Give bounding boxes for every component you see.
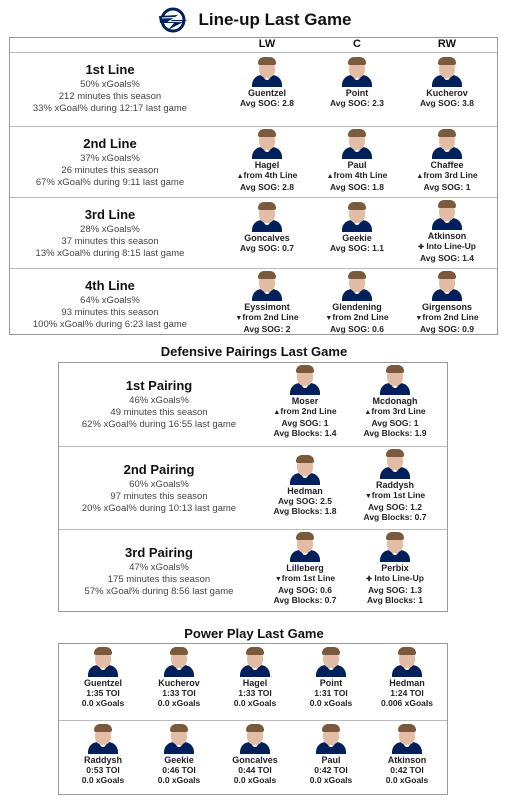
player-card [141, 724, 217, 785]
player-xgoals: 0.0 xGoals [385, 775, 429, 785]
player-xgoals: 0.0 xGoals [81, 698, 125, 708]
arrow-up-icon: ▲ [236, 173, 244, 180]
player-avg-sog: Avg SOG: 2.3 [329, 98, 384, 108]
player-avg-sog: Avg SOG: 0.6 [329, 324, 384, 334]
line-minutes: 212 minutes this season [58, 91, 162, 102]
player-avg-sog: Avg SOG: 1.4 [419, 253, 474, 263]
player-name: Geekie [164, 755, 194, 765]
player-avg-sog: Avg SOG: 1.8 [329, 182, 384, 192]
player-hair [258, 271, 276, 279]
player-card [293, 647, 369, 708]
player-photo [430, 200, 464, 230]
player-photo [250, 202, 284, 232]
line-xgoals: 28% xGoals% [80, 224, 140, 235]
player-photo [378, 365, 412, 395]
forward-lines-table [9, 37, 498, 335]
player-name: Hagel [242, 678, 268, 688]
line-name: 2nd Line [83, 136, 137, 151]
line-last-game: 13% xGoal% during 8:15 last game [35, 248, 185, 259]
player-movement [275, 573, 335, 585]
player-photo [430, 271, 464, 301]
line-row-1 [10, 52, 497, 123]
player-toi: 0:53 TOI [86, 765, 120, 775]
pairing-xgoals: 46% xGoals% [129, 395, 189, 406]
player-photo [390, 724, 424, 754]
player-avg-sog: Avg SOG: 2.5 [277, 496, 332, 506]
player-toi: 0:42 TOI [314, 765, 348, 775]
plus-icon: ✚ [418, 244, 424, 251]
movement-text: from 3rd Line [423, 170, 478, 180]
movement-text: from 2nd Line [242, 312, 299, 322]
pairing-row-2 [59, 446, 447, 529]
player-hair [296, 532, 314, 540]
lightning-logo-icon [156, 6, 190, 34]
player-xgoals: 0.0 xGoals [233, 775, 277, 785]
player-photo [340, 202, 374, 232]
player-xgoals: 0.0 xGoals [233, 698, 277, 708]
col-head-lw: LW [258, 38, 276, 50]
movement-text: from 2nd Line [422, 312, 479, 322]
player-hair [322, 647, 340, 655]
pairing-name: 2nd Pairing [123, 462, 195, 477]
player-name: Perbix [381, 563, 409, 573]
player-hair [258, 129, 276, 137]
line-xgoals: 50% xGoals% [80, 79, 140, 90]
arrow-down-icon: ▼ [364, 493, 372, 500]
player-hair [438, 129, 456, 137]
player-name: Atkinson [387, 755, 427, 765]
player-xgoals: 0.0 xGoals [157, 775, 201, 785]
arrow-up-icon: ▲ [273, 409, 281, 416]
player-photo [314, 647, 348, 677]
line-xgoals: 37% xGoals% [80, 153, 140, 164]
movement-text: from 3rd Line [371, 406, 426, 416]
player-card [345, 365, 445, 438]
player-movement [364, 406, 425, 418]
player-photo [86, 724, 120, 754]
player-name: Kucherov [426, 88, 468, 98]
title-bar [0, 4, 508, 36]
player-name: Geekie [342, 233, 372, 243]
player-card [307, 271, 407, 334]
pairing-last-game: 62% xGoal% during 16:55 last game [81, 419, 237, 430]
line-minutes: 37 minutes this season [61, 236, 159, 247]
player-avg-sog: Avg SOG: 0.9 [419, 324, 474, 334]
player-card [345, 532, 445, 605]
player-card [345, 449, 445, 522]
player-photo [238, 724, 272, 754]
player-photo [378, 532, 412, 562]
player-toi: 1:33 TOI [238, 688, 272, 698]
player-name: Atkinson [427, 231, 467, 241]
line-name: 1st Line [85, 62, 135, 77]
player-hair [170, 724, 188, 732]
player-hair [94, 647, 112, 655]
line-last-game: 67% xGoal% during 9:11 last game [35, 177, 185, 188]
player-photo [238, 647, 272, 677]
player-photo [340, 129, 374, 159]
arrow-up-icon: ▲ [364, 409, 372, 416]
player-toi: 0:46 TOI [162, 765, 196, 775]
movement-text: from 1st Line [371, 490, 426, 500]
player-hair [386, 365, 404, 373]
player-movement [325, 312, 388, 324]
pairing-info [59, 363, 259, 446]
player-name: Lilleberg [286, 563, 324, 573]
player-name: Glendening [332, 302, 382, 312]
player-card [307, 129, 407, 192]
player-card [217, 647, 293, 708]
player-name: Hedman [389, 678, 425, 688]
movement-text: from 2nd Line [280, 406, 337, 416]
player-photo [250, 271, 284, 301]
player-movement [237, 170, 298, 182]
player-hair [348, 271, 366, 279]
player-photo [430, 57, 464, 87]
player-card [307, 57, 407, 108]
player-hair [296, 455, 314, 463]
player-toi: 1:35 TOI [86, 688, 120, 698]
player-name: Hedman [287, 486, 323, 496]
player-movement [366, 573, 424, 585]
player-xgoals: 0.0 xGoals [309, 698, 353, 708]
player-name: Moser [291, 396, 319, 406]
player-avg-sog: Avg SOG: 1.2 [367, 502, 422, 512]
player-name: Guentzel [83, 678, 122, 688]
power-play-unit-1 [59, 644, 447, 720]
plus-icon: ✚ [366, 576, 372, 583]
player-hair [438, 57, 456, 65]
player-photo [288, 532, 322, 562]
line-last-game: 100% xGoal% during 6:23 last game [32, 319, 188, 330]
player-photo [250, 57, 284, 87]
player-photo [288, 365, 322, 395]
player-hair [438, 200, 456, 208]
player-toi: 0:44 TOI [238, 765, 272, 775]
line-row-4 [10, 268, 497, 339]
player-name: Goncalves [232, 755, 278, 765]
player-avg-sog: Avg SOG: 0.7 [239, 243, 294, 253]
player-photo [314, 724, 348, 754]
player-card [397, 129, 497, 192]
player-name: Raddysh [83, 755, 122, 765]
player-hair [94, 724, 112, 732]
player-photo [430, 129, 464, 159]
pairing-minutes: 49 minutes this season [110, 407, 208, 418]
player-hair [322, 724, 340, 732]
player-hair [398, 724, 416, 732]
player-movement [235, 312, 298, 324]
player-avg-sog: Avg SOG: 0.6 [277, 585, 332, 595]
player-name: Goncalves [244, 233, 290, 243]
player-photo [378, 449, 412, 479]
pairing-name: 1st Pairing [125, 378, 193, 393]
line-minutes: 93 minutes this season [61, 307, 159, 318]
player-avg-blocks: Avg Blocks: 0.7 [273, 595, 337, 605]
player-xgoals: 0.0 xGoals [81, 775, 125, 785]
player-hair [258, 57, 276, 65]
line-minutes: 26 minutes this season [61, 165, 159, 176]
line-name: 3rd Line [84, 207, 136, 222]
line-info [10, 127, 210, 198]
player-avg-sog: Avg SOG: 3.8 [419, 98, 474, 108]
line-row-3 [10, 197, 497, 268]
pairing-minutes: 175 minutes this season [107, 574, 211, 585]
player-name: Hagel [254, 160, 280, 170]
player-card [255, 365, 355, 438]
pairing-row-1 [59, 363, 447, 446]
movement-text: from 4th Line [333, 170, 388, 180]
page-title: Line-up Last Game [198, 10, 352, 29]
player-photo [162, 647, 196, 677]
player-name: Guentzel [247, 88, 286, 98]
player-card [397, 200, 497, 263]
player-name: Paul [321, 755, 341, 765]
player-card [255, 455, 355, 516]
player-card [397, 57, 497, 108]
player-avg-sog: Avg SOG: 1 [371, 418, 419, 428]
player-card [293, 724, 369, 785]
player-xgoals: 0.0 xGoals [157, 698, 201, 708]
player-card [397, 271, 497, 334]
arrow-down-icon: ▼ [235, 315, 243, 322]
player-card [307, 202, 407, 253]
player-movement [365, 490, 425, 502]
player-name: Point [345, 88, 369, 98]
defense-section-title: Defensive Pairings Last Game [160, 344, 348, 359]
player-hair [348, 129, 366, 137]
arrow-down-icon: ▼ [415, 315, 423, 322]
player-name: Paul [347, 160, 367, 170]
player-movement [273, 406, 336, 418]
player-card [369, 647, 445, 708]
line-last-game: 33% xGoal% during 12:17 last game [32, 103, 188, 114]
power-play-unit-2 [59, 720, 447, 796]
player-hair [438, 271, 456, 279]
player-hair [246, 647, 264, 655]
player-name: Mcdonagh [372, 396, 418, 406]
player-movement [418, 241, 476, 253]
pairing-name: 3rd Pairing [125, 545, 193, 560]
line-name: 4th Line [85, 278, 135, 293]
player-hair [348, 57, 366, 65]
player-card [217, 129, 317, 192]
player-photo [390, 647, 424, 677]
player-movement [415, 312, 478, 324]
player-hair [348, 202, 366, 210]
player-card [65, 724, 141, 785]
player-avg-sog: Avg SOG: 1 [423, 182, 471, 192]
pairing-info [59, 447, 259, 530]
player-hair [246, 724, 264, 732]
player-avg-blocks: Avg Blocks: 1.4 [273, 428, 337, 438]
player-card [65, 647, 141, 708]
player-toi: 1:33 TOI [162, 688, 196, 698]
power-play-table [58, 643, 448, 795]
player-toi: 0:42 TOI [390, 765, 424, 775]
line-info [10, 269, 210, 340]
movement-text: Into Line-Up [426, 241, 476, 251]
player-photo [340, 57, 374, 87]
movement-text: from 4th Line [243, 170, 298, 180]
player-card [255, 532, 355, 605]
pairing-xgoals: 47% xGoals% [129, 562, 189, 573]
player-name: Kucherov [158, 678, 200, 688]
player-name: Raddysh [375, 480, 414, 490]
player-avg-sog: Avg SOG: 1.1 [329, 243, 384, 253]
col-head-rw: RW [437, 38, 457, 50]
pairing-last-game: 57% xGoal% during 8:56 last game [84, 586, 234, 597]
arrow-up-icon: ▲ [416, 173, 424, 180]
arrow-up-icon: ▲ [326, 173, 334, 180]
player-card [141, 647, 217, 708]
player-avg-blocks: Avg Blocks: 1.8 [273, 506, 337, 516]
player-xgoals: 0.0 xGoals [309, 775, 353, 785]
player-photo [162, 724, 196, 754]
player-name: Girgensons [421, 302, 472, 312]
player-card [217, 202, 317, 253]
movement-text: from 2nd Line [332, 312, 389, 322]
pairing-last-game: 20% xGoal% during 10:13 last game [81, 503, 237, 514]
player-hair [386, 532, 404, 540]
line-info [10, 53, 210, 124]
player-photo [86, 647, 120, 677]
player-avg-sog: Avg SOG: 2.8 [239, 182, 294, 192]
defensive-pairings-table [58, 362, 448, 612]
player-hair [398, 647, 416, 655]
line-xgoals: 64% xGoals% [80, 295, 140, 306]
player-photo [288, 455, 322, 485]
line-info [10, 198, 210, 269]
player-name: Point [319, 678, 343, 688]
player-card [217, 57, 317, 108]
player-movement [327, 170, 388, 182]
power-play-section-title: Power Play Last Game [184, 626, 324, 641]
player-avg-blocks: Avg Blocks: 1.9 [363, 428, 427, 438]
arrow-down-icon: ▼ [274, 576, 282, 583]
col-head-c: C [353, 38, 361, 50]
arrow-down-icon: ▼ [325, 315, 333, 322]
player-toi: 1:24 TOI [390, 688, 424, 698]
player-avg-sog: Avg SOG: 2.8 [239, 98, 294, 108]
player-toi: 1:31 TOI [314, 688, 348, 698]
player-photo [340, 271, 374, 301]
player-card [217, 724, 293, 785]
player-name: Eyssimont [244, 302, 290, 312]
movement-text: Into Line-Up [374, 573, 424, 583]
player-avg-sog: Avg SOG: 1 [281, 418, 329, 428]
player-avg-blocks: Avg Blocks: 0.7 [363, 512, 427, 522]
pairing-xgoals: 60% xGoals% [129, 479, 189, 490]
player-avg-sog: Avg SOG: 2 [243, 324, 291, 334]
player-card [369, 724, 445, 785]
player-avg-blocks: Avg Blocks: 1 [367, 595, 423, 605]
player-xgoals: 0.006 xGoals [381, 698, 433, 708]
pairing-minutes: 97 minutes this season [110, 491, 208, 502]
player-avg-sog: Avg SOG: 1.3 [367, 585, 422, 595]
pairing-row-3 [59, 529, 447, 612]
player-hair [296, 365, 314, 373]
movement-text: from 1st Line [281, 573, 336, 583]
player-name: Chaffee [430, 160, 464, 170]
player-photo [250, 129, 284, 159]
player-card [217, 271, 317, 334]
player-movement [416, 170, 477, 182]
player-hair [258, 202, 276, 210]
line-row-2 [10, 126, 497, 197]
pairing-info [59, 530, 259, 613]
player-hair [170, 647, 188, 655]
player-hair [386, 449, 404, 457]
